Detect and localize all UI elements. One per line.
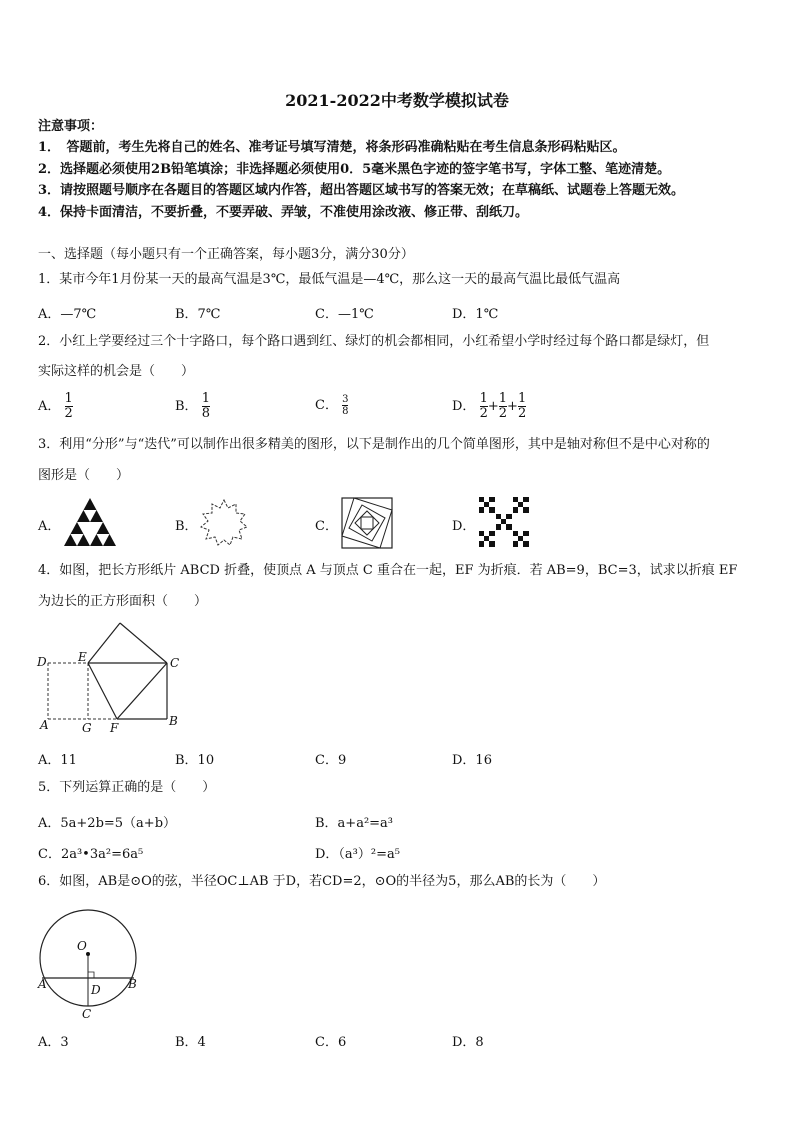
- q3-option-b-label: B．: [175, 519, 198, 534]
- q3-stem-line1: 3．利用“分形”与“迭代”可以制作出很多精美的图形，以下是制作出的几个简单图形，其中是轴对称但不是中心对称的: [38, 437, 710, 452]
- q4-option-c: C．9: [315, 753, 347, 768]
- numerator: 1: [498, 391, 508, 406]
- denominator: 2: [517, 406, 527, 421]
- denominator: 2: [479, 406, 488, 421]
- notice-item-3: 3．请按照题号顺序在各题目的答题区域内作答，超出答题区域书写的答案无效；在草稿纸、试题卷上答题无效。: [38, 183, 685, 198]
- denominator: 2: [64, 406, 73, 421]
- q2-stem-line2: 实际这样的机会是（ ）: [38, 364, 195, 379]
- denominator: 8: [201, 406, 210, 421]
- q2-option-a-label: A．: [38, 399, 61, 414]
- label-a: A: [40, 718, 49, 732]
- circle-chord-figure: [34, 902, 144, 1020]
- nested-squares-figure: [340, 496, 394, 550]
- q2-option-d-fraction-2: [499, 392, 507, 421]
- q2-option-b-fraction: [202, 392, 210, 421]
- q4-stem-line2: 为边长的正方形面积（ ）: [38, 594, 208, 609]
- plus-sign: +: [487, 399, 499, 414]
- numerator: 1: [64, 391, 73, 406]
- q2-option-d: [452, 392, 526, 421]
- label-o: O: [77, 939, 87, 953]
- q2-stem-line1: 2．小红上学要经过三个十字路口，每个路口遇到红、绿灯的机会都相同，小红希望小学时经过每个路口都是绿灯，但: [38, 334, 710, 349]
- q2-option-d-label: D．: [452, 399, 476, 414]
- label-d: D: [91, 983, 101, 997]
- numerator: 1: [479, 391, 488, 406]
- label-e: E: [78, 650, 87, 664]
- q2-option-a: [38, 392, 73, 421]
- cross-fractal-figure: [478, 496, 530, 548]
- q4-option-b: B．10: [175, 753, 215, 768]
- q2-option-b: [175, 392, 210, 421]
- label-b: B: [169, 714, 178, 728]
- denominator: 2: [498, 406, 508, 421]
- rectangle-fold-figure: [34, 615, 194, 737]
- q5-option-b: B．a+a²=a³: [315, 816, 394, 831]
- q6-option-a: A．3: [38, 1035, 69, 1050]
- q6-option-c: C．6: [315, 1035, 347, 1050]
- q6-option-b: B．4: [175, 1035, 206, 1050]
- notice-heading: 注意事项：: [38, 119, 104, 134]
- label-c: C: [82, 1007, 92, 1020]
- q1-option-b: B．7℃: [175, 307, 221, 322]
- plus-sign: +: [507, 399, 518, 414]
- q5-option-a: A．5a+2b=5（a+b）: [38, 816, 177, 831]
- q4-stem-line1: 4．如图，把长方形纸片 ABCD 折叠，使顶点 A 与顶点 C 重合在一起，EF 为折痕．若 AB=9，BC=3，试求以折痕 EF: [38, 563, 738, 578]
- q4-option-a: A．11: [38, 753, 77, 768]
- q2-option-c-label: C．: [315, 398, 338, 413]
- q2-option-c: [315, 394, 348, 417]
- q6-stem: 6．如图，AB是⊙O的弦，半径OC⊥AB 于D，若CD=2，⊙O的半径为5，那么AB的长为（ ）: [38, 874, 606, 889]
- sierpinski-triangle-figure: [62, 496, 118, 548]
- q3-stem-line2: 图形是（ ）: [38, 468, 130, 483]
- q1-stem: 1．某市今年1月份某一天的最高气温是3℃，最低气温是—4℃，那么这一天的最高气温比最低气温高: [38, 272, 621, 287]
- koch-snowflake-figure: [198, 497, 250, 549]
- notice-item-4: 4．保持卡面清洁，不要折叠，不要弄破、弄皱，不准使用涂改液、修正带、刮纸刀。: [38, 205, 529, 220]
- q2-option-d-fraction-3: [518, 392, 526, 421]
- q5-option-c: C．2a³•3a²=6a⁵: [38, 847, 144, 862]
- numerator: 3: [342, 394, 349, 405]
- q1-option-a: A．—7℃: [38, 307, 97, 322]
- label-d: D: [37, 655, 47, 669]
- q2-option-b-label: B．: [175, 399, 198, 414]
- label-c: C: [170, 656, 180, 670]
- numerator: 1: [201, 391, 210, 406]
- q6-option-d: D．8: [452, 1035, 484, 1050]
- q2-option-c-fraction: [342, 394, 348, 417]
- q3-option-c-label: C．: [315, 519, 338, 534]
- label-f: F: [110, 721, 119, 735]
- q3-option-a-label: A．: [38, 519, 61, 534]
- notice-item-1: 1． 答题前，考生先将自己的姓名、准考证号填写清楚，将条形码准确粘贴在考生信息条形码粘贴区。: [38, 140, 626, 155]
- q5-stem: 5．下列运算正确的是（ ）: [38, 780, 216, 795]
- q1-option-d: D．1℃: [452, 307, 499, 322]
- label-a: A: [38, 977, 47, 991]
- q5-option-d: D．（a³）²=a⁵: [315, 847, 400, 862]
- page-title: 2021-2022中考数学模拟试卷: [285, 91, 509, 110]
- label-b: B: [128, 977, 137, 991]
- label-g: G: [82, 721, 92, 735]
- q4-option-d: D．16: [452, 753, 492, 768]
- section-heading: 一、选择题（每小题只有一个正确答案，每小题3分，满分30分）: [38, 247, 414, 262]
- q1-option-c: C．—1℃: [315, 307, 374, 322]
- q3-option-d-label: D．: [452, 519, 476, 534]
- q2-option-a-fraction: [65, 392, 73, 421]
- numerator: 1: [517, 391, 527, 406]
- notice-item-2: 2．选择题必须使用2B铅笔填涂；非选择题必须使用0．5毫米黑色字迹的签字笔书写，字体工整、笔迹清楚。: [38, 162, 671, 177]
- q2-option-d-fraction-1: [480, 392, 488, 421]
- denominator: 8: [342, 406, 349, 417]
